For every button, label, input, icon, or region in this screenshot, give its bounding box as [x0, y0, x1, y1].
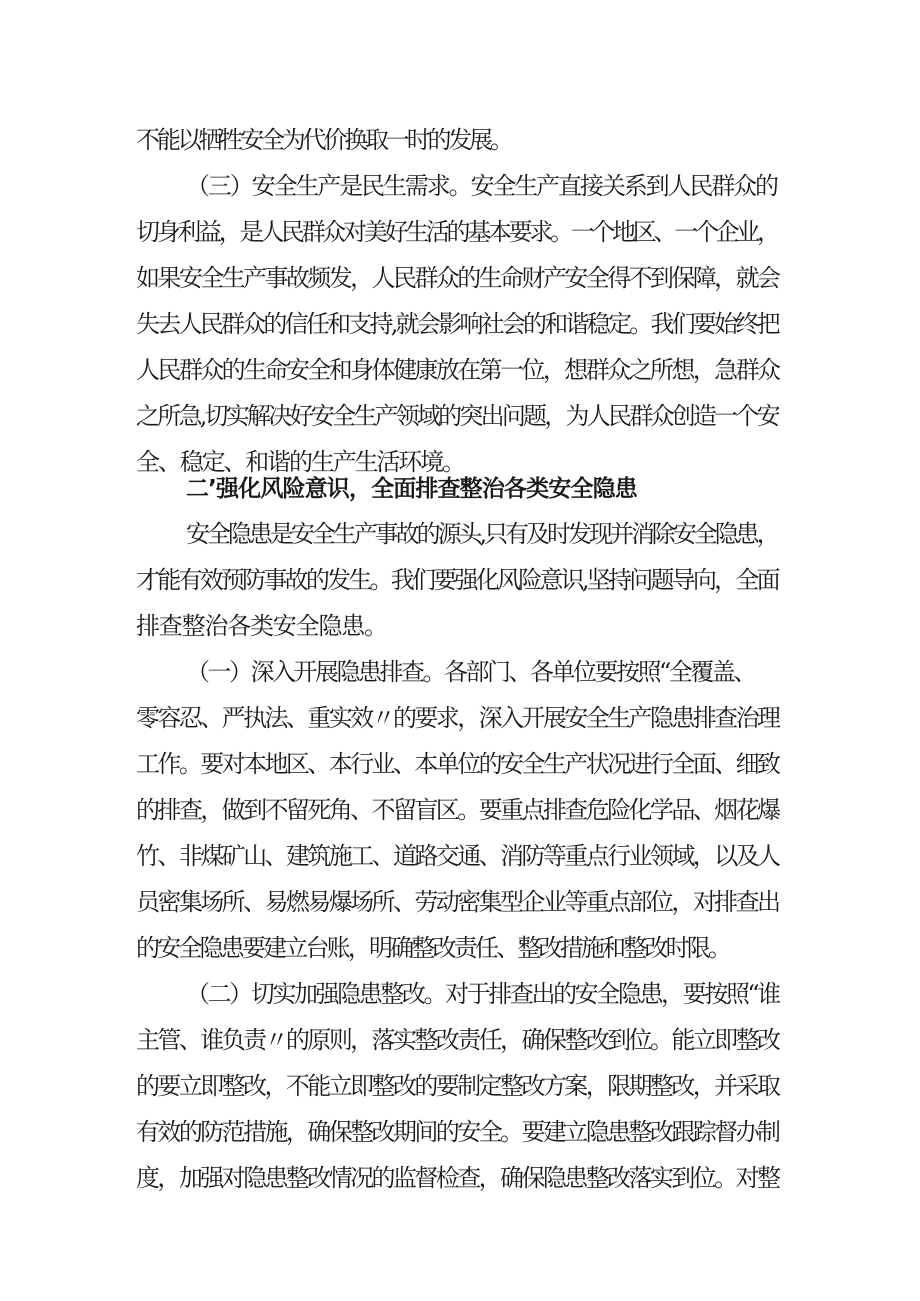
text-line: 的排查，做到不留死角、不留盲区。要重点排查危险化学品、烟花爆 — [136, 796, 779, 824]
text-line: 竹、非煤矿山、建筑施工、道路交通、消防等重点行业领域，以及人 — [136, 842, 779, 870]
text-line: 的要立即整改，不能立即整改的要制定整改方案，限期整改，并采取 — [136, 1072, 779, 1100]
text-line: 工作。要对本地区、本行业、本单位的安全生产状况进行全面、细致 — [136, 750, 779, 778]
text-line: 不能以牺牲安全为代价换取一时的发展。 — [136, 126, 511, 154]
text-line: （一）深入开展隐患排查。各部门、各单位要按照“全覆盖、 — [186, 658, 755, 686]
text-line: 安全隐患是安全生产事故的源头,只有及时发现并消除安全隐患， — [186, 520, 778, 548]
text-line: 排查整治各类安全隐患。 — [136, 612, 387, 640]
text-line: （二）切实加强隐患整改。对于排查出的安全隐患，要按照“谁 — [186, 980, 779, 1008]
text-line: 如果安全生产事故频发，人民群众的生命财产安全得不到保障，就会 — [136, 264, 779, 292]
section-heading: 二’强化风险意识，全面排查整治各类安全隐患 — [186, 476, 637, 502]
text-line: 度，加强对隐患整改情况的监督检查，确保隐患整改落实到位。对整 — [136, 1164, 779, 1192]
text-line: 切身利益，是人民群众对美好生活的基本要求。一个地区、一个企业， — [136, 218, 778, 246]
text-line: 失去人民群众的信任和支持,就会影响社会的和谐稳定。我们要始终把 — [136, 310, 778, 338]
text-line: 之所急,切实解决好安全生产领域的突出问题，为人民群众创造一个安 — [136, 402, 778, 430]
text-line: 全、稳定、和谐的生产生活环境。 — [136, 448, 464, 476]
text-line: （三）安全生产是民生需求。安全生产直接关系到人民群众的 — [186, 172, 777, 200]
text-line: 才能有效预防事故的发生。我们要强化风险意识,坚持问题导向，全面 — [136, 566, 778, 594]
text-line: 零容忍、严执法、重实效〃的要求，深入开展安全生产隐患排查治理 — [136, 704, 779, 732]
text-line: 有效的防范措施，确保整改期间的安全。要建立隐患整改跟踪督办制 — [136, 1118, 779, 1146]
text-line: 主管、谁负责〃的原则，落实整改责任，确保整改到位。能立即整改 — [136, 1026, 779, 1054]
text-line: 的安全隐患要建立台账，明确整改责任、整改措施和整改时限。 — [136, 934, 730, 962]
text-line: 员密集场所、易燃易爆场所、劳动密集型企业等重点部位，对排查出 — [136, 888, 779, 916]
text-line: 人民群众的生命安全和身体健康放在第一位，想群众之所想，急群众 — [136, 356, 779, 384]
